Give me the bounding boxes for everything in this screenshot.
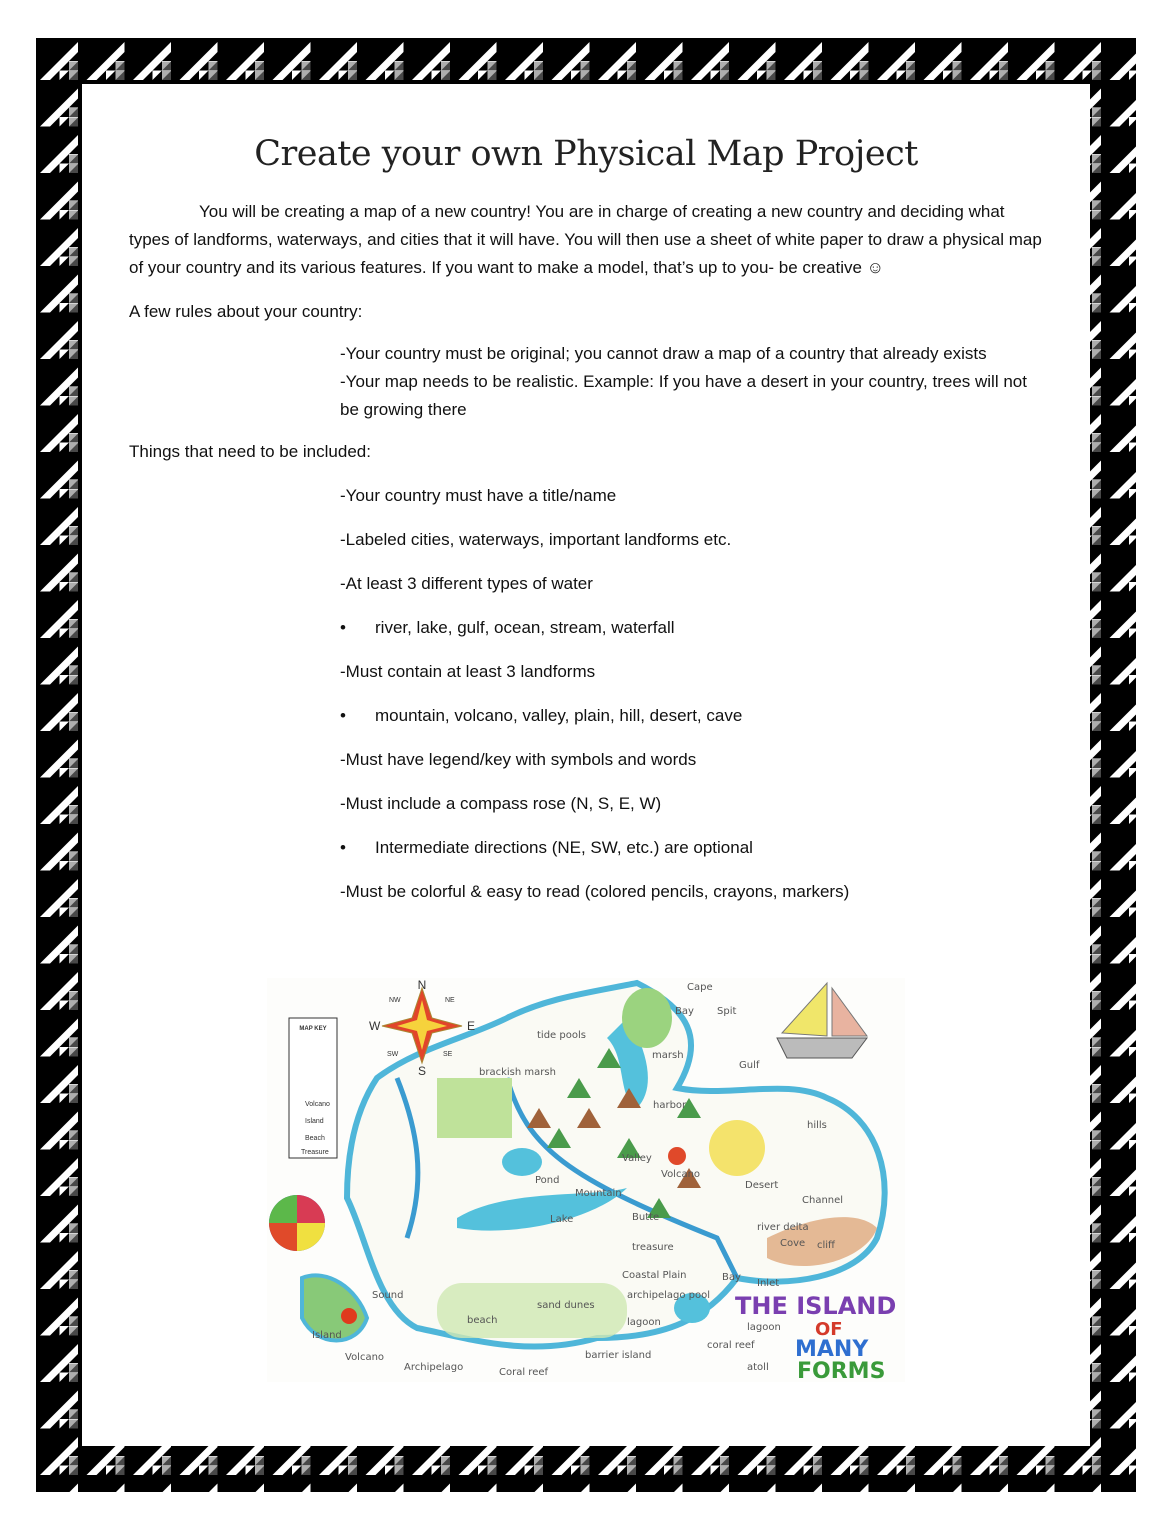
key-item: Beach bbox=[305, 1135, 325, 1142]
map-place-label: harbor bbox=[653, 1100, 687, 1111]
map-place-label: sand dunes bbox=[537, 1300, 595, 1311]
compass-label: E bbox=[467, 1019, 476, 1033]
map-place-label: Cape bbox=[687, 982, 713, 993]
rule-item: -Your country must be original; you cannot draw a map of a country that already exists bbox=[340, 344, 987, 363]
compass-label: SW bbox=[387, 1051, 399, 1058]
map-place-label: treasure bbox=[632, 1242, 674, 1253]
key-item: Island bbox=[305, 1118, 324, 1125]
map-place-label: barrier island bbox=[585, 1350, 652, 1361]
bullet: • bbox=[340, 838, 346, 857]
map-place-label: Bay bbox=[675, 1006, 694, 1017]
map-place-label: beach bbox=[467, 1315, 498, 1326]
map-place-label: tide pools bbox=[537, 1030, 586, 1041]
map-place-label: atoll bbox=[747, 1362, 769, 1373]
map-place-label: hills bbox=[807, 1120, 827, 1131]
bullet-text: mountain, volcano, valley, plain, hill, desert, cave bbox=[375, 706, 743, 725]
map-place-label: Spit bbox=[717, 1006, 737, 1017]
map-place-label: lagoon bbox=[627, 1317, 661, 1328]
map-place-label: Mountain bbox=[575, 1188, 622, 1199]
map-place-label: river delta bbox=[757, 1222, 809, 1233]
color-wheel-compass bbox=[269, 1195, 325, 1251]
map-title-line: MANY bbox=[795, 1337, 869, 1362]
bullet: • bbox=[340, 618, 346, 637]
example-map-illustration bbox=[267, 978, 905, 1382]
map-place-label: lagoon bbox=[747, 1322, 781, 1333]
compass-label: NE bbox=[445, 997, 455, 1004]
map-place-label: Bay bbox=[722, 1272, 741, 1283]
bullet-text: river, lake, gulf, ocean, stream, waterfall bbox=[375, 618, 675, 637]
key-item: Volcano bbox=[305, 1101, 330, 1108]
map-title-line: FORMS bbox=[797, 1359, 886, 1382]
sailboat-drawing bbox=[777, 983, 867, 1058]
map-place-label: brackish marsh bbox=[479, 1067, 556, 1078]
map-place-label: Archipelago bbox=[404, 1362, 464, 1373]
map-key-title: MAP KEY bbox=[299, 1026, 327, 1032]
map-place-label: Lake bbox=[550, 1214, 574, 1225]
map-place-label: Butte bbox=[632, 1212, 660, 1223]
compass-label: S bbox=[417, 1064, 427, 1078]
page-title: Create your own Physical Map Project bbox=[254, 134, 918, 174]
compass-label: SE bbox=[443, 1051, 453, 1058]
map-place-label: marsh bbox=[652, 1050, 684, 1061]
included-item: -Your country must have a title/name bbox=[340, 486, 617, 505]
map-place-label: Gulf bbox=[739, 1060, 760, 1071]
compass-label: NW bbox=[389, 997, 401, 1004]
map-place-label: Desert bbox=[745, 1180, 779, 1191]
included-heading: Things that need to be included: bbox=[129, 442, 371, 461]
intro-paragraph bbox=[129, 198, 1049, 282]
map-place-label: Pond bbox=[535, 1175, 560, 1186]
map-key bbox=[289, 1018, 337, 1158]
rules-heading: A few rules about your country: bbox=[129, 302, 363, 321]
map-place-label: archipelago pool bbox=[627, 1290, 711, 1301]
map-place-label: coral reef bbox=[707, 1340, 755, 1351]
compass-label: N bbox=[417, 978, 427, 992]
key-item: Treasure bbox=[301, 1149, 329, 1156]
map-place-label: Cove bbox=[780, 1238, 806, 1249]
bullet: • bbox=[340, 706, 346, 725]
included-bullet-item bbox=[340, 614, 1040, 642]
map-place-label: Coral reef bbox=[499, 1367, 549, 1378]
map-place-label: cliff bbox=[817, 1240, 835, 1251]
instructions-body bbox=[129, 198, 1049, 906]
map-place-label: Volcano bbox=[345, 1352, 385, 1363]
map-title-line: OF bbox=[815, 1319, 843, 1340]
included-item: -Labeled cities, waterways, important landforms etc. bbox=[340, 530, 732, 549]
map-place-label: Island bbox=[312, 1330, 342, 1341]
map-title-line: THE ISLAND bbox=[735, 1292, 897, 1320]
map-place-label: Volcano bbox=[661, 1169, 701, 1180]
included-item: -Must contain at least 3 landforms bbox=[340, 662, 596, 681]
rule-item: -Your map needs to be realistic. Example: If you have a desert in your country, trees will not be growing there bbox=[340, 372, 1027, 419]
intro-text: You will be creating a map of a new country! You are in charge of creating a new country and deciding what types of landforms, waterways, and cities that it will have. You will then use a sheet of white paper to draw a physical map of your country and its various features. If you want to make a model, that’s up to you- be creative ☺ bbox=[129, 202, 1042, 277]
map-place-label: Inlet bbox=[757, 1278, 780, 1289]
included-item: -Must be colorful & easy to read (colored pencils, crayons, markers) bbox=[340, 882, 850, 901]
compass-label: W bbox=[369, 1019, 381, 1033]
included-item: -At least 3 different types of water bbox=[340, 574, 593, 593]
included-item: -Must include a compass rose (N, S, E, W) bbox=[340, 794, 662, 813]
included-bullet-item bbox=[340, 834, 1040, 862]
map-place-label: Coastal Plain bbox=[622, 1270, 687, 1281]
map-place-label: Channel bbox=[802, 1195, 844, 1206]
map-place-label: Sound bbox=[372, 1290, 404, 1301]
bullet-text: Intermediate directions (NE, SW, etc.) are optional bbox=[375, 838, 753, 857]
map-place-label: Valley bbox=[622, 1153, 652, 1164]
included-bullet-item bbox=[340, 702, 1040, 730]
included-item: -Must have legend/key with symbols and words bbox=[340, 750, 697, 769]
